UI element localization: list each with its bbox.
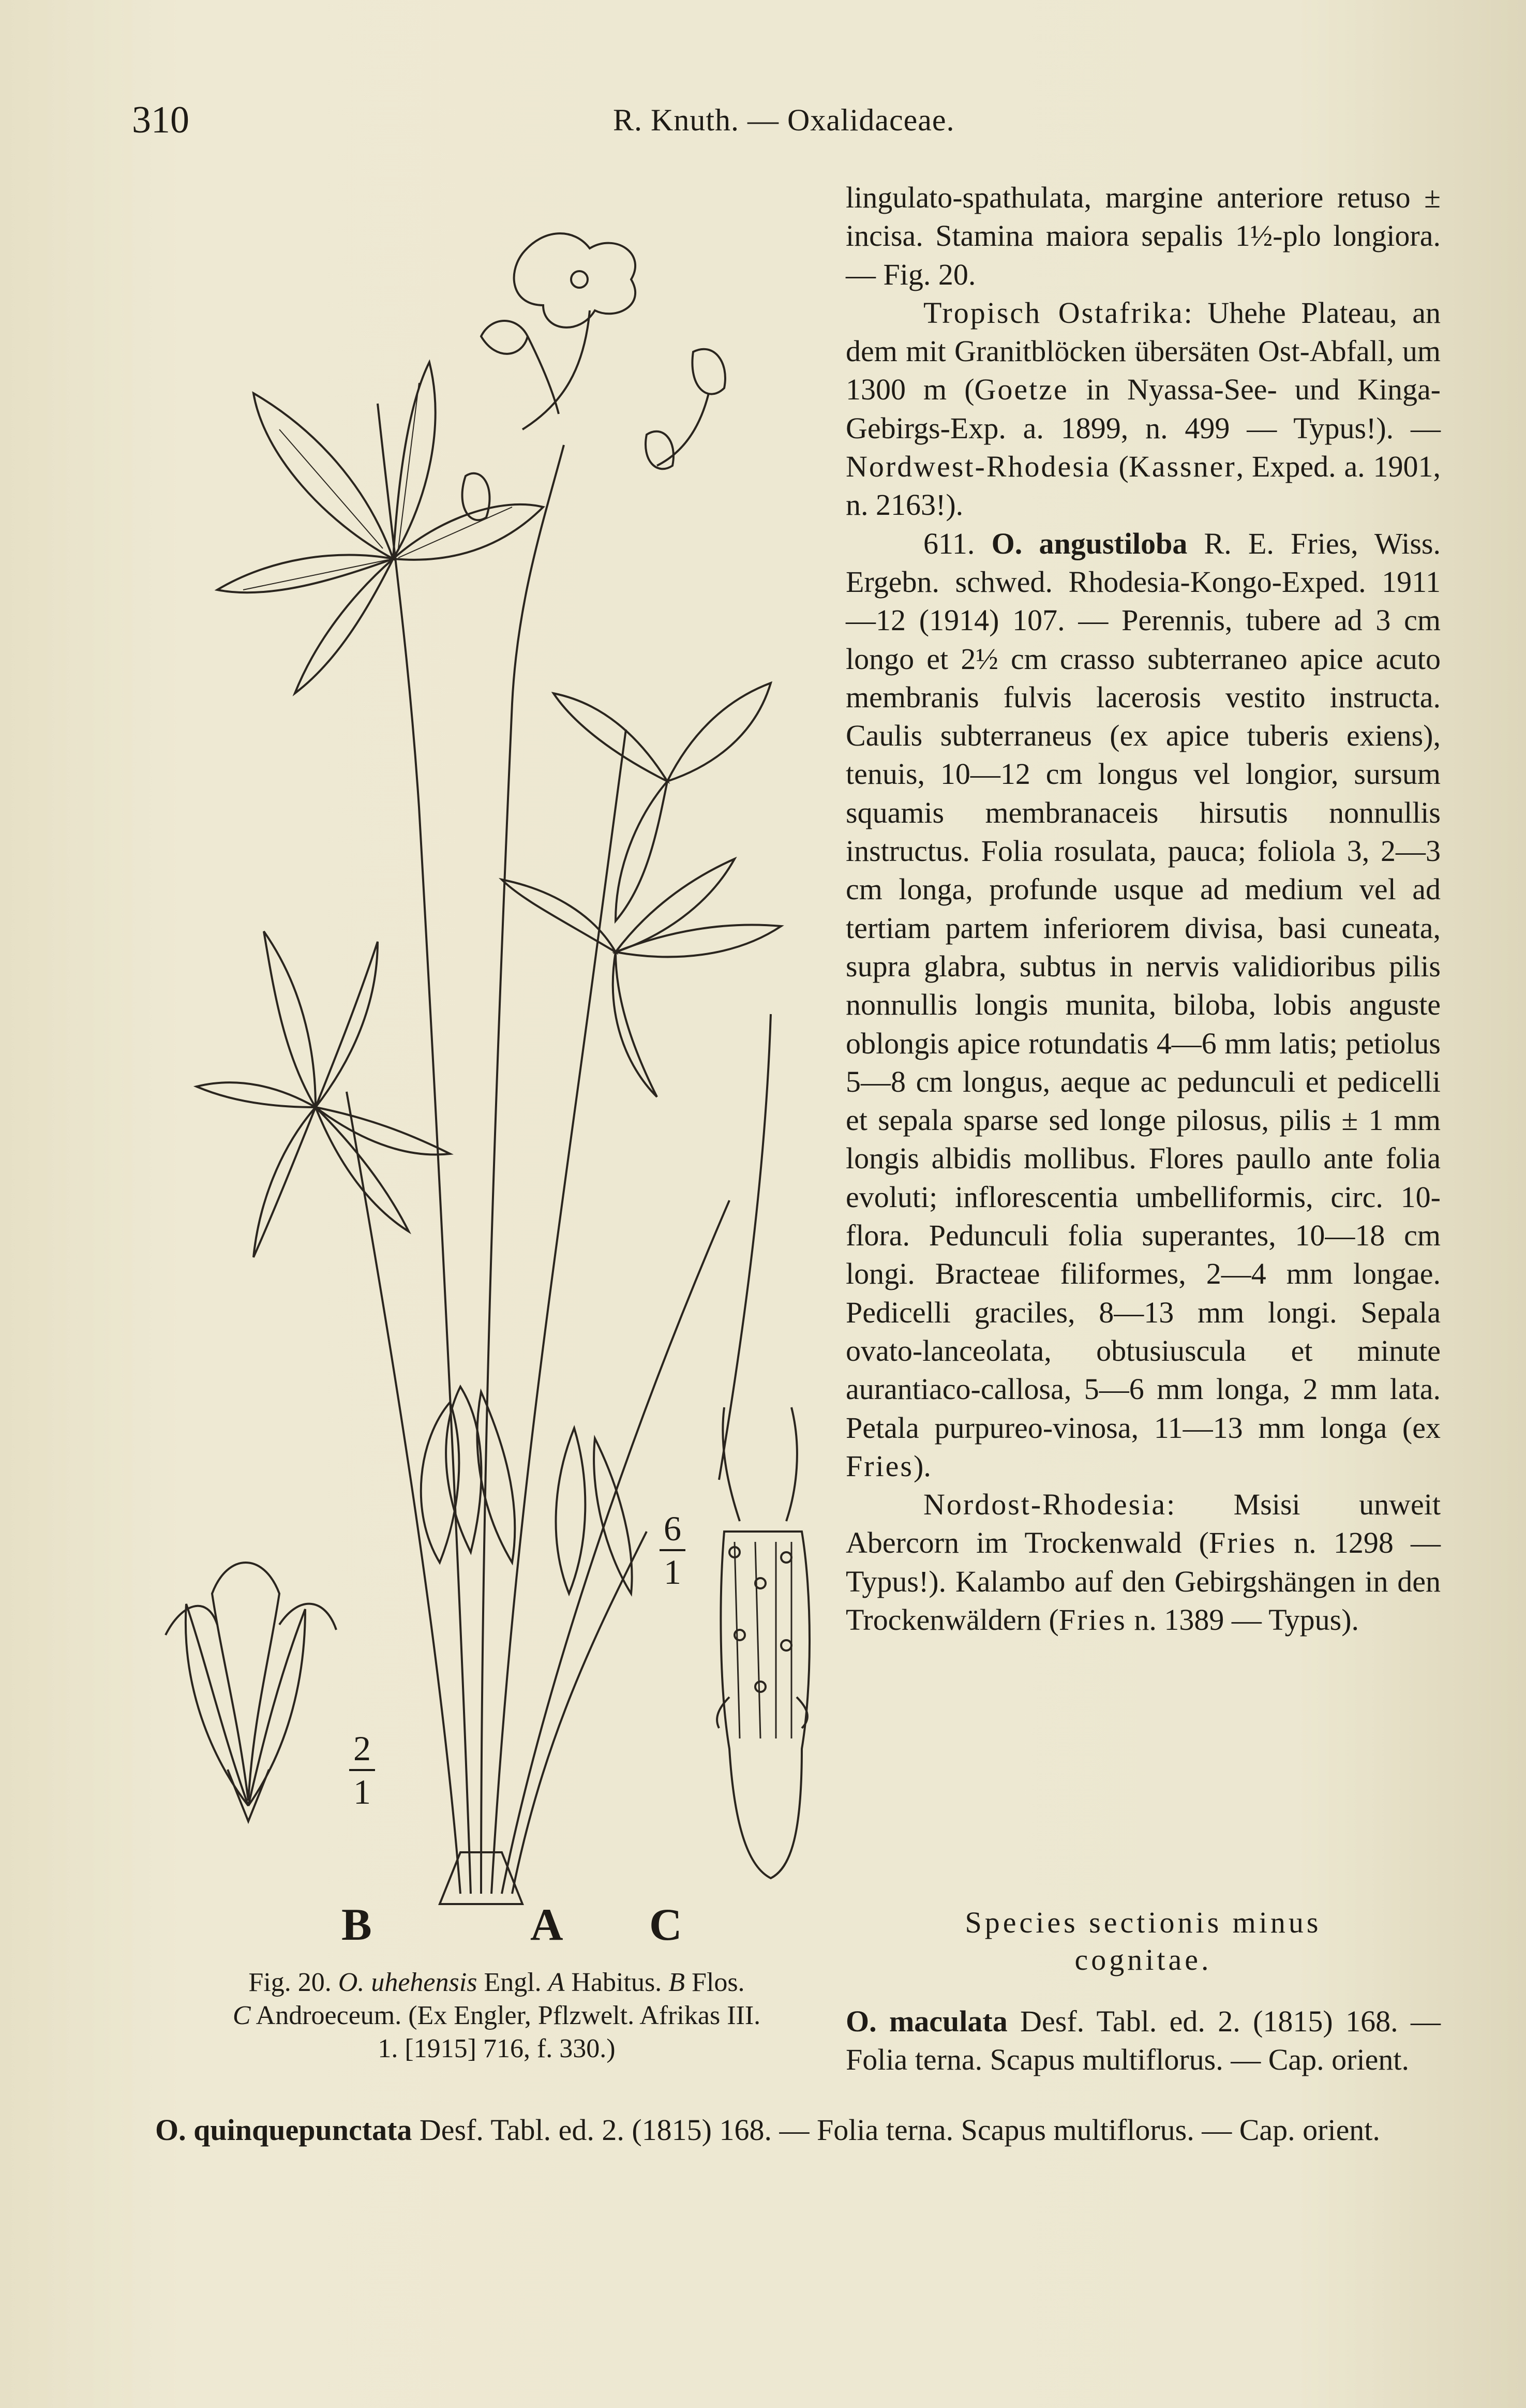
paragraph — [846, 294, 1441, 525]
caption-text: 1. [1915] 716, f. 330.) — [378, 2034, 616, 2063]
text: in Nyassa-See- und Kinga-Gebirgs-Exp. a. 1899, n. 499 — Typus!). — — [846, 373, 1441, 445]
caption-text: Androeceum. (Ex Engler, Pflzwelt. Afrikas III. — [250, 2001, 761, 2030]
species-entry-maculata — [846, 2002, 1441, 2079]
detail-androeceum-C — [717, 1407, 810, 1878]
fraction-bar — [660, 1549, 685, 1551]
region-name: Nordwest-Rhodesia — [846, 450, 1111, 484]
region-name: Tropisch Ostafrika — [923, 295, 1184, 330]
region-name: Nordost-Rhodesia — [923, 1488, 1167, 1522]
left-leaf — [197, 931, 450, 1257]
detail-flower-B — [166, 1563, 336, 1821]
text: : Msisi unweit Abercorn im Trockenwald ( — [846, 1488, 1441, 1560]
page-number: 310 — [132, 99, 189, 141]
scale-B — [349, 1731, 375, 1809]
species-number: 611. — [923, 526, 992, 560]
right-leaves — [502, 683, 781, 1097]
upper-leaf — [217, 362, 543, 693]
running-head: R. Knuth. — Oxalidaceae. — [613, 103, 955, 137]
label-B: B — [341, 1900, 372, 1950]
collector-name: Goetze — [974, 373, 1069, 407]
text: n. 1298 — Typus!). Kalambo auf den Gebirgshängen in den Trockenwäldern ( — [846, 1526, 1441, 1637]
text: R. E. Fries, Wiss. Ergebn. schwed. Rhodesia-Kongo-Exped. 1911—12 (1914) 107. — Perennis, tubere ad 3 cm longo et 2½ cm crasso subterraneo apice acuto membranis fulvis lacerosis vestito instructa. Caulis subterraneus (ex apice tuberis exiens), tenuis, 10—12 cm longus vel longior, sursum squamis membranaceis hirsutis nonnullis instructus. Folia rosulata, pauca; foliola 3, 2—3 cm longa, profunde usque ad medium vel ad tertiam partem inferiorem divisa, basi cuneata, supra glabra, subtus in nervis validioribus pilis nonnullis longis munita, biloba, lobis anguste oblongis apice rotundatis 4—6 mm latis; petiolus 5—8 cm longus, aeque ac pedunculi et pedicelli et sepala sparse sed longe pilosus, pilis ± 1 mm longis albidis mollibus. Flores paullo ante folia evoluti; inflorescentia umbelliformis, circ. 10-flora. Pedunculi folia superantes, 10—18 cm longi. Bracteae filiformes, 2—4 mm longae. Pedicelli graciles, 8—13 mm longi. Sepala ovato-lanceolata, obtusiuscula et minute aurantiaco-callosa, 5—6 mm longa, 2 mm lata. Petala purpureo-vinosa, 11—13 mm longa (ex — [846, 526, 1441, 1445]
author-name: Fries — [846, 1449, 914, 1483]
text: Desf. Tabl. ed. 2. (1815) 168. — Folia terna. Scapus multiflorus. — Cap. orient. — [412, 2113, 1380, 2147]
fraction-bar — [349, 1769, 375, 1771]
collector-name: Fries — [1208, 1526, 1277, 1560]
label-C: C — [649, 1900, 682, 1950]
page-header — [132, 98, 1423, 150]
scale-C-numerator: 6 — [664, 1509, 681, 1548]
scale-B-denominator: 1 — [353, 1772, 371, 1811]
text: : Uhehe Plateau, an dem mit Granitblöcken übersäten Ost-Abfall, um 1300 m ( — [846, 295, 1441, 407]
text-column — [846, 179, 1441, 1639]
label-A: A — [530, 1900, 563, 1950]
species-name: O. angustiloba — [991, 526, 1188, 560]
text: n. 1389 — Typus). — [1126, 1602, 1359, 1637]
botanical-illustration — [150, 186, 822, 1950]
section-heading-line: Species sectionis minus — [965, 1906, 1322, 1939]
caption-text: Habitus. — [564, 1968, 669, 1997]
caption-text: Engl. — [477, 1968, 548, 1997]
section-heading — [846, 1904, 1441, 1979]
drooping-flowers — [421, 1014, 771, 1594]
paragraph: lingulato-spathulata, margine anteriore retuso ± incisa. Stamina maiora sepalis 1½-plo longiora. — Fig. 20. — [846, 181, 1441, 291]
caption-text: Fig. 20. — [248, 1968, 338, 1997]
plant-drawing — [150, 186, 822, 1930]
collector-name: Kassner — [1128, 450, 1236, 484]
text: , Exped. a. 1901, n. 2163!). — [846, 450, 1441, 522]
figure-caption — [155, 1966, 838, 2065]
text: ). — [914, 1449, 931, 1483]
stems — [347, 404, 729, 1904]
paragraph — [846, 525, 1441, 1485]
text: ( — [1110, 450, 1129, 484]
species-name: O. quinquepunctata — [155, 2113, 412, 2147]
text: Desf. Tabl. ed. 2. (1815) 168. — Folia terna. Scapus multiflorus. — Cap. orient. — [846, 2004, 1441, 2076]
paragraph — [846, 1485, 1441, 1639]
species-entry-quinquepunctata — [155, 2111, 1441, 2149]
species-name: O. maculata — [846, 2004, 1008, 2038]
caption-letter: C — [232, 2001, 251, 2030]
scale-C-denominator: 1 — [664, 1552, 681, 1592]
caption-text: Flos. — [684, 1968, 745, 1997]
caption-letter: B — [668, 1968, 685, 1997]
section-heading-line: cognitae. — [1074, 1943, 1212, 1976]
caption-letter: A — [548, 1968, 565, 1997]
caption-species: O. uhehensis — [338, 1968, 477, 1997]
scale-B-numerator: 2 — [353, 1729, 371, 1768]
flowers-top — [462, 233, 725, 520]
scale-C — [660, 1509, 685, 1592]
collector-name: Fries — [1058, 1602, 1127, 1637]
